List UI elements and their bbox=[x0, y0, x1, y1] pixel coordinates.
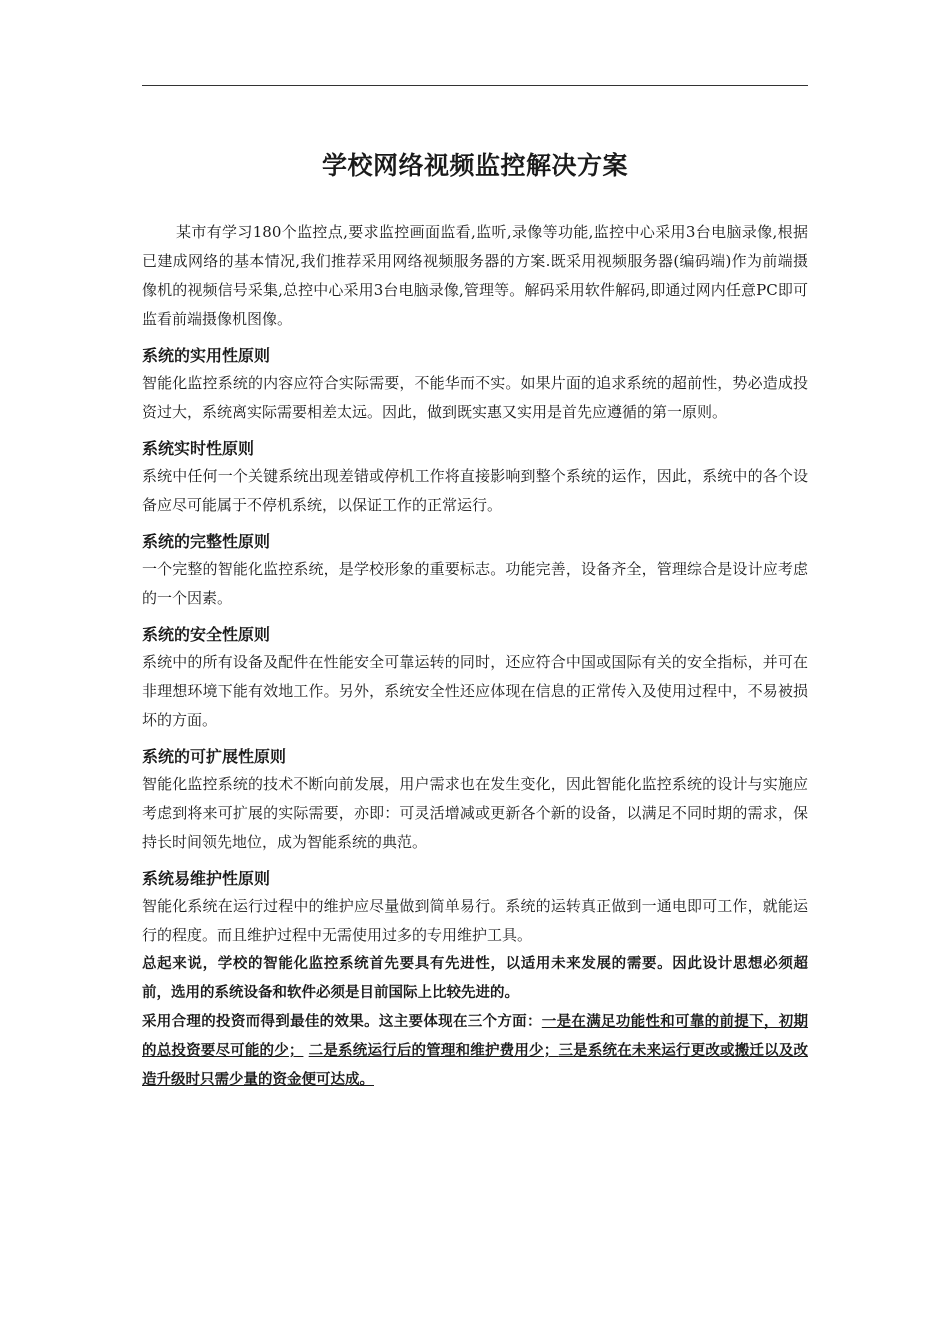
section-heading-maintainability: 系统易维护性原则 bbox=[142, 869, 271, 888]
section-body-maintainability: 智能化系统在运行过程中的维护应尽量做到简单易行。系统的运转真正做到一通电即可工作，就能运行的程度。而且维护过程中无需使用过多的专用维护工具。 bbox=[142, 897, 808, 944]
section-heading-completeness: 系统的完整性原则 bbox=[142, 532, 271, 551]
closing-point-2: 二是系统运行后的管理和维护费用少； bbox=[308, 1043, 559, 1059]
closing-point-1: 一是在满足功能性和可靠的前提下，初期的总投资要尽可能的少； bbox=[142, 1014, 809, 1059]
section-heading-practicality: 系统的实用性原则 bbox=[142, 346, 271, 365]
section-heading-security: 系统的安全性原则 bbox=[142, 625, 271, 644]
intro-paragraph: 某市有学习180个监控点,要求监控画面监看,监听,录像等功能,监控中心采用3台电脑录像,根据已建成网络的基本情况,我们推荐采用网络视频服务器的方案.既采用视频服务器(编码端)作为前端摄像机的视频信号采集,总控中心采用3台电脑录像,管理等。解码采用软件解码,即通过网内任意PC即可监看前端摄像机图像。 bbox=[142, 223, 808, 328]
closing-lead: 采用合理的投资而得到最佳的效果。这主要体现在三个方面： bbox=[142, 1014, 542, 1030]
document-title: 学校网络视频监控解决方案 bbox=[321, 151, 628, 180]
section-body-security: 系统中的所有设备及配件在性能安全可靠运转的同时，还应符合中国或国际有关的安全指标，并可在非理想环境下能有效地工作。另外，系统安全性还应体现在信息的正常传入及使用过程中，不易被损坏的方面。 bbox=[142, 653, 808, 729]
closing-point-3: 三是系统在未来运行更改或搬迁以及改造升级时只需少量的资金便可达成。 bbox=[142, 1043, 809, 1088]
section-body-scalability: 智能化监控系统的技术不断向前发展，用户需求也在发生变化，因此智能化监控系统的设计与实施应考虑到将来可扩展的实际需要，亦即：可灵活增减或更新各个新的设备，以满足不同时期的需求，保持长时间领先地位，成为智能系统的典范。 bbox=[142, 775, 808, 851]
section-body-completeness: 一个完整的智能化监控系统，是学校形象的重要标志。功能完善，设备齐全，管理综合是设计应考虑的一个因素。 bbox=[142, 560, 808, 607]
section-heading-scalability: 系统的可扩展性原则 bbox=[142, 747, 287, 766]
document-body bbox=[142, 218, 808, 1095]
closing-paragraph bbox=[142, 1008, 808, 1095]
section-heading-realtime: 系统实时性原则 bbox=[142, 439, 255, 458]
header-rule bbox=[142, 85, 808, 86]
summary-paragraph: 总起来说，学校的智能化监控系统首先要具有先进性，以适用未来发展的需要。因此设计思想必须超前，选用的系统设备和软件必须是目前国际上比较先进的。 bbox=[142, 956, 808, 1001]
section-body-practicality: 智能化监控系统的内容应符合实际需要，不能华而不实。如果片面的追求系统的超前性，势必造成投资过大，系统离实际需要相差太远。因此，做到既实惠又实用是首先应遵循的第一原则。 bbox=[142, 374, 808, 421]
section-body-realtime: 系统中任何一个关键系统出现差错或停机工作将直接影响到整个系统的运作，因此，系统中的各个设备应尽可能属于不停机系统，以保证工作的正常运行。 bbox=[142, 467, 808, 514]
